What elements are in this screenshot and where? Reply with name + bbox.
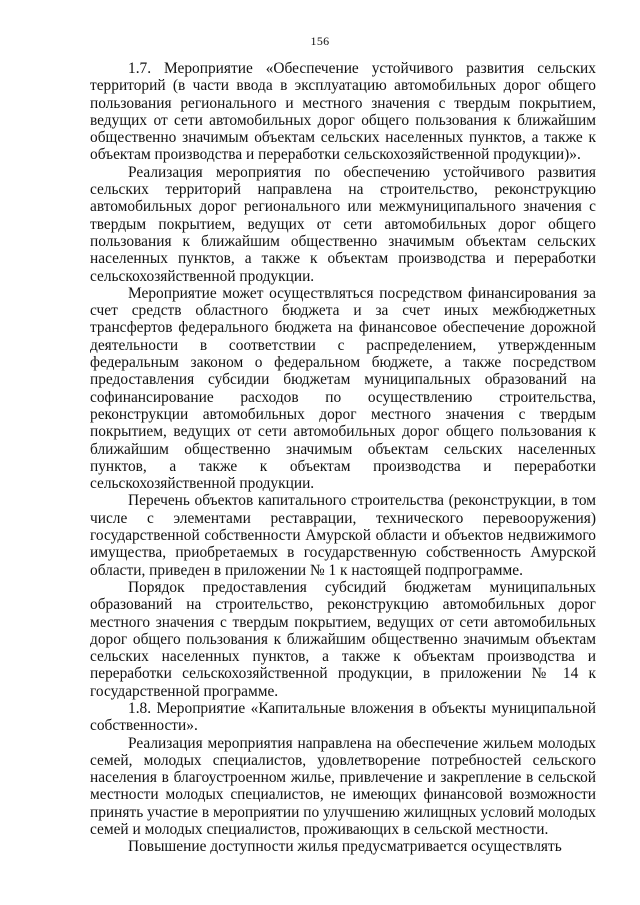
paragraph-measure-1-7-title: 1.7. Мероприятие «Обеспечение устойчивого развития сельских территорий (в части ввода в эксплуатацию автомобильных дорог общего пользования регионального и местного значения с твердым покрытием, ведущих от сети автомобильных дорог общего пользования к ближайшим общественно значимым объектам сельских населенных пунктов, а также к объектам производства и переработки сельскохозяйственной продукции)». — [90, 60, 596, 164]
paragraph-housing-accessibility: Повышение доступности жилья предусматривается осуществлять — [128, 838, 562, 856]
paragraph-subsidy-procedure: Порядок предоставления субсидий бюджетам муниципальных образований на строительство, реконструкцию автомобильных дорог местного значения с твердым покрытием, ведущих от сети автомобильных дорог общего пользования к ближайшим общественно значимым объектам сельских населенных пунктов, а также к объектам производства и переработки сельскохозяйственной продукции, в приложении № 14 к государственной программе. — [90, 578, 596, 700]
paragraph-measure-1-7-financing: Мероприятие может осуществляться посредством финансирования за счет средств областного бюджета и за счет иных межбюджетных трансфертов федерального бюджета на финансовое обеспечение дорожной деятельности в соответствии с распределением, утвержденным федеральным законом о федеральном бюджете, а также посредством предоставления субсидии бюджетам муниципальных образований на софинансирование расходов по осуществлению строительства, реконструкции автомобильных дорог местного значения с твердым покрытием, ведущих от сети автомобильных дорог общего пользования к ближайшим общественно значимым объектам сельских населенных пунктов, а также к объектам производства и переработки сельскохозяйственной продукции. — [90, 284, 596, 493]
paragraph-measure-1-7-implementation: Реализация мероприятия по обеспечению устойчивого развития сельских территорий направлена на строительство, реконструкцию автомобильных дорог регионального или межмуниципального значения с твердым покрытием, ведущих от сети автомобильных дорог общего пользования к ближайшим общественно значимым объектам сельских населенных пунктов, а также к объектам производства и переработки сельскохозяйственной продукции. — [90, 163, 596, 285]
paragraph-measure-1-8-implementation: Реализация мероприятия направлена на обеспечение жильем молодых семей, молодых специалистов, удовлетворение потребностей сельского населения в благоустроенном жилье, привлечение и закрепление в сельской местности молодых специалистов, не имеющих финансовой возможности принять участие в мероприятии по улучшению жилищных условий молодых семей и молодых специалистов, проживающих в сельской местности. — [90, 734, 596, 839]
paragraph-measure-1-8-title: 1.8. Мероприятие «Капитальные вложения в объекты муниципальной собственности». — [90, 699, 596, 735]
document-body — [90, 60, 596, 856]
page-number: 156 — [310, 34, 330, 48]
paragraph-capital-construction-list: Перечень объектов капитального строительства (реконструкции, в том числе с элементами реставрации, технического перевооружения) государственной собственности Амурской области и объектов недвижимого имущества, приобретаемых в государственную собственность Амурской области, приведен в приложении № 1 к настоящей подпрограмме. — [90, 492, 596, 579]
